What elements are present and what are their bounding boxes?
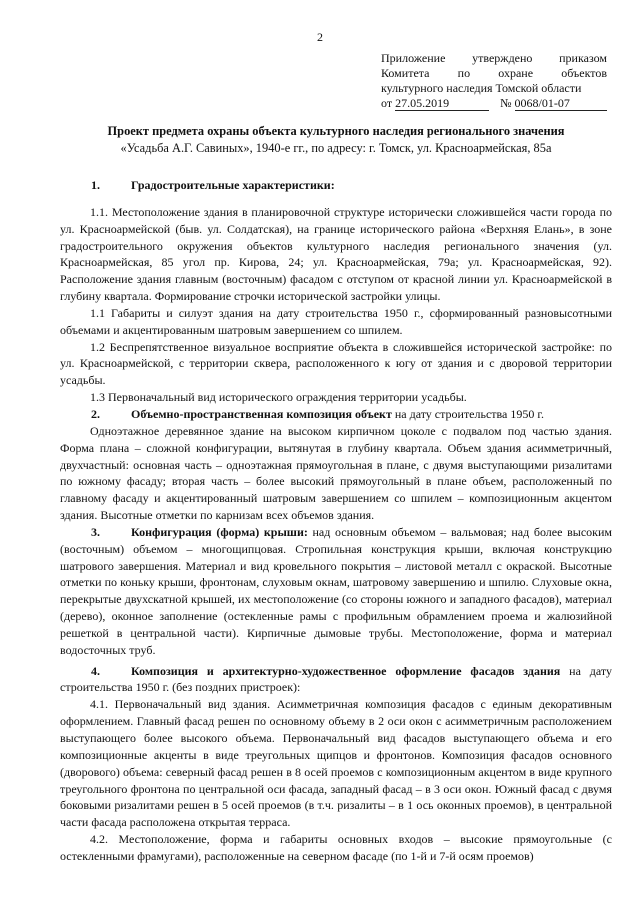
approval-date: 27.05.2019 [395,97,489,111]
section-1-title: Градостроительные характеристики: [131,178,335,192]
section-3-text: над основным объемом – вальмовая; над более высоким (восточным) объемом – многощипцовая. Стропильная конструкция крыши, включая конструкцию шатрового завершения. Материал и вид кровельного покрытия – листовой металл с окраской. Высотные отметки по коньку крыши, фронтонам, слуховым окнам, шатровому завершению и шпилю. Слуховые окна, перекрытые двухскатной крышей, их местоположение (со стороны южного и западного фасадов), материал (дерево), оконное заполнение (остекленные рамы с профильным обрамлением проема и жалюзийной решеткой в центральной части). Кирпичные дымовые трубы. Местоположение, форма и материал водосточных труб. [60,524,612,657]
approval-block [381,51,607,111]
title-line-2: «Усадьба А.Г. Савиных», 1940-е гг., по адресу: г. Томск, ул. Красноармейская, 85а [120,141,552,155]
section-1-heading [60,177,612,194]
section-4-paragraph-1: 4.1. Первоначальный вид здания. Асимметричная композиция фасадов с единым декоративным оформлением. Главный фасад решен по основному объему в 2 оси окон с асимметричным расположением выступающего более высокого объема. Первоначальный вид фасадов выступающего объема и его композиционные акценты в виде треугольных щипцов и фронтонов. Композиция фасадов основного (дворового) объема: северный фасад решен в 8 осей проемов с композиционным акцентом в виде крупного треугольного фронтона по центральной оси фасада, западный фасад – в 3 оси окон. Южный фасад с двумя боковыми ризалитами решен в 5 осей проемов (в т.ч. ризалиты – в 1 ось оконных проемов), в центральной части фасада расположена открытая терраса. [60,697,612,830]
approval-line-3: культурного наследия Томской области [381,81,582,95]
section-2-title-rest: на дату строительства 1950 г. [391,406,544,421]
section-4-text: на дату строительства 1950 г. (без поздних пристроек): [60,663,612,695]
page-number: 2 [317,30,323,44]
title-line-1: Проект предмета охраны объекта культурного наследия регионального значения [107,124,565,138]
section-1-paragraph-3: 1.2 Беспрепятственное визуальное восприятие объекта в сложившейся исторической застройке: по ул. Красноармейской, с территории сквера, расположенного к югу от здания и с дворовой территории усадьбы. [60,339,612,388]
approval-date-line [381,96,607,111]
section-1-paragraph-1: 1.1. Местоположение здания в планировочной структуре исторически сложившейся части города по ул. Красноармейской (быв. ул. Солдатская), на границе исторического района «Верхняя Елань», в зоне градостроительного окружения объектов культурного наследия регионального значения (ул. Красноармейская, 85 угол пр. Кирова, 24; ул. Красноармейская, 79а; ул. Красноармейская, 92). Расположение здания главным (восточным) фасадом с отступом от красной линии ул. Красноармейской в глубину квартала. Формирование строчки исторической застройки улицы. [60,204,612,304]
section-4-paragraph-2: 4.2. Местоположение, форма и габариты основных входов – высокие прямоугольные (с остекленными фрамугами), расположенные на северном фасаде (по 1-й и 7-й осям проемов) [60,832,612,863]
section-4-number: 4. [91,663,100,678]
section-1-paragraph-2: 1.1 Габариты и силуэт здания на дату строительства 1950 г., сформированный разновысотными объемами и акцентированным шатровым завершением со шпилем. [60,305,612,337]
section-4-title: Композиция и архитектурно-художественное оформление фасадов здания [131,663,561,678]
approval-number-sign: № [500,96,512,110]
section-2-number: 2. [91,406,100,421]
section-3-number: 3. [91,524,100,539]
section-1-number: 1. [91,178,100,192]
document-body [60,177,612,865]
section-3-title: Конфигурация (форма) крыши: [131,524,308,539]
section-2-heading [60,406,612,423]
section-2-paragraph-1: Одноэтажное деревянное здание на высоком кирпичном цоколе с подвалом под частью здания. Форма плана – сложной конфигурации, вытянутая в глубину квартала. Объем здания асимметричный, двухчастный: основная часть – одноэтажная прямоугольная в плане, с двумя выступающими ризалитами по южному фасаду; вторая часть – более высокий прямоугольный в плане объем, расположенный по главному фасаду и акцентированный шатровым завершением со шпилем – композиционным акцентом здания. Высотные отметки по карнизам всех объемов здания. [60,423,612,523]
section-3 [60,524,612,659]
section-1-paragraph-4: 1.3 Первоначальный вид исторического ограждения территории усадьбы. [90,390,467,405]
approval-line-2: Комитета по охране объектов [381,66,607,80]
approval-line-1: Приложение утверждено приказом [381,51,607,65]
approval-number: 0068/01-07 [515,97,607,111]
approval-from-label: от [381,96,393,110]
section-4 [60,663,612,697]
document-title [60,123,612,157]
section-2-title: Объемно-пространственная композиция объект [131,406,392,421]
